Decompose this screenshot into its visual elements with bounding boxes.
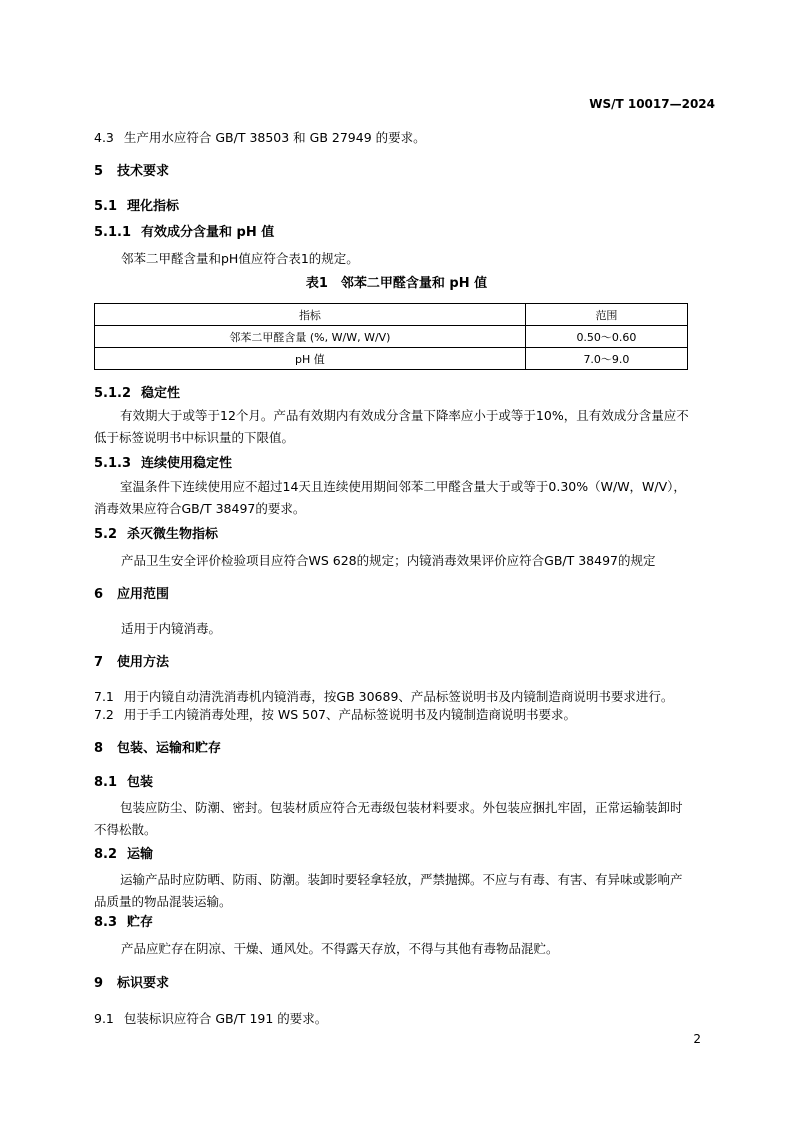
paragraph-5-2: 产品卫生安全评价检验项目应符合WS 628的规定；内镜消毒效果评价应符合GB/T 38497的规定 xyxy=(121,553,656,568)
table-cell: pH 值 xyxy=(95,348,526,370)
section-number: 8.3 xyxy=(94,915,118,930)
table-header-cell: 范围 xyxy=(525,304,687,326)
clause-7-2 xyxy=(94,707,576,723)
section-title: 运输 xyxy=(127,847,154,862)
section-number: 6 xyxy=(94,587,104,602)
paragraph-8-3: 产品应贮存在阴凉、干燥、通风处。不得露天存放，不得与其他有毒物品混贮。 xyxy=(121,941,559,956)
clause-text: 用于手工内镜消毒处理，按 WS 507、产品标签说明书及内镜制造商说明书要求。 xyxy=(123,707,576,722)
section-5-2-heading xyxy=(94,527,218,543)
clause-4-3 xyxy=(94,130,426,146)
section-title: 稳定性 xyxy=(141,386,181,401)
section-9-heading xyxy=(94,976,169,992)
section-number: 8.1 xyxy=(94,775,118,790)
section-5-1-heading xyxy=(94,199,179,215)
paragraph-8-2: 运输产品时应防晒、防雨、防潮。装卸时要轻拿轻放，严禁抛掷。不应与有毒、有害、有异味或影响产品质量的物品混装运输。 xyxy=(94,872,683,909)
section-title: 标识要求 xyxy=(117,976,170,991)
section-number: 5 xyxy=(94,164,104,179)
section-title: 技术要求 xyxy=(117,164,170,179)
section-5-heading xyxy=(94,164,169,180)
clause-9-1 xyxy=(94,1011,327,1027)
section-title: 贮存 xyxy=(127,915,154,930)
section-title: 包装 xyxy=(127,775,154,790)
clause-number: 9.1 xyxy=(94,1011,114,1026)
section-number: 9 xyxy=(94,976,104,991)
paragraph-8-1: 包装应防尘、防潮、密封。包装材质应符合无毒级包装材料要求。外包装应捆扎牢固，正常运输装卸时不得松散。 xyxy=(94,800,683,837)
table-cell: 7.0～9.0 xyxy=(525,348,687,370)
section-number: 7 xyxy=(94,655,104,670)
section-number: 5.1.1 xyxy=(94,225,132,240)
section-6-heading xyxy=(94,587,169,603)
section-8-1-heading xyxy=(94,775,153,791)
section-number: 5.1.2 xyxy=(94,386,132,401)
clause-text: 生产用水应符合 GB/T 38503 和 GB 27949 的要求。 xyxy=(123,130,426,145)
paragraph-5-1-1: 邻苯二甲醛含量和pH值应符合表1的规定。 xyxy=(121,251,359,266)
section-title: 应用范围 xyxy=(117,587,170,602)
table-caption: 表1 邻苯二甲醛含量和 pH 值 xyxy=(305,276,488,291)
section-title: 连续使用稳定性 xyxy=(141,456,233,471)
section-title: 杀灭微生物指标 xyxy=(127,527,219,542)
section-number: 5.1.3 xyxy=(94,456,132,471)
section-title: 理化指标 xyxy=(127,199,180,214)
paragraph-6: 适用于内镜消毒。 xyxy=(121,621,222,636)
paragraph-5-1-2: 有效期大于或等于12个月。产品有效期内有效成分含量下降率应小于或等于10%，且有效成分含量应不低于标签说明书中标识量的下限值。 xyxy=(94,408,689,445)
table-header-cell: 指标 xyxy=(95,304,526,326)
section-8-2-heading xyxy=(94,847,153,863)
section-title: 有效成分含量和 pH 值 xyxy=(141,225,275,240)
section-number: 5.2 xyxy=(94,527,118,542)
section-title: 使用方法 xyxy=(117,655,170,670)
section-5-1-2-heading xyxy=(94,386,180,402)
page-number: 2 xyxy=(693,1032,701,1046)
section-number: 5.1 xyxy=(94,199,118,214)
section-title: 包装、运输和贮存 xyxy=(117,741,222,756)
clause-number: 4.3 xyxy=(94,130,114,145)
section-5-1-3-heading xyxy=(94,456,232,472)
section-8-3-heading xyxy=(94,915,153,931)
section-number: 8.2 xyxy=(94,847,118,862)
clause-number: 7.1 xyxy=(94,689,114,704)
clause-text: 用于内镜自动清洗消毒机内镜消毒，按GB 30689、产品标签说明书及内镜制造商说明书要求进行。 xyxy=(123,689,674,704)
table-cell: 邻苯二甲醛含量 (%, W/W, W/V) xyxy=(95,326,526,348)
table-header-row xyxy=(95,304,688,326)
clause-number: 7.2 xyxy=(94,707,114,722)
section-7-heading xyxy=(94,655,169,671)
table-row xyxy=(95,326,688,348)
clause-7-1 xyxy=(94,689,673,705)
standard-number: WS/T 10017—2024 xyxy=(589,97,715,111)
table-cell: 0.50～0.60 xyxy=(525,326,687,348)
section-8-heading xyxy=(94,741,221,757)
paragraph-5-1-3: 室温条件下连续使用应不超过14天且连续使用期间邻苯二甲醛含量大于或等于0.30%（W/W，W/V），消毒效果应符合GB/T 38497的要求。 xyxy=(94,479,686,516)
table-row xyxy=(95,348,688,370)
clause-text: 包装标识应符合 GB/T 191 的要求。 xyxy=(123,1011,328,1026)
section-number: 8 xyxy=(94,741,104,756)
table-1 xyxy=(94,303,688,370)
section-5-1-1-heading xyxy=(94,225,274,241)
